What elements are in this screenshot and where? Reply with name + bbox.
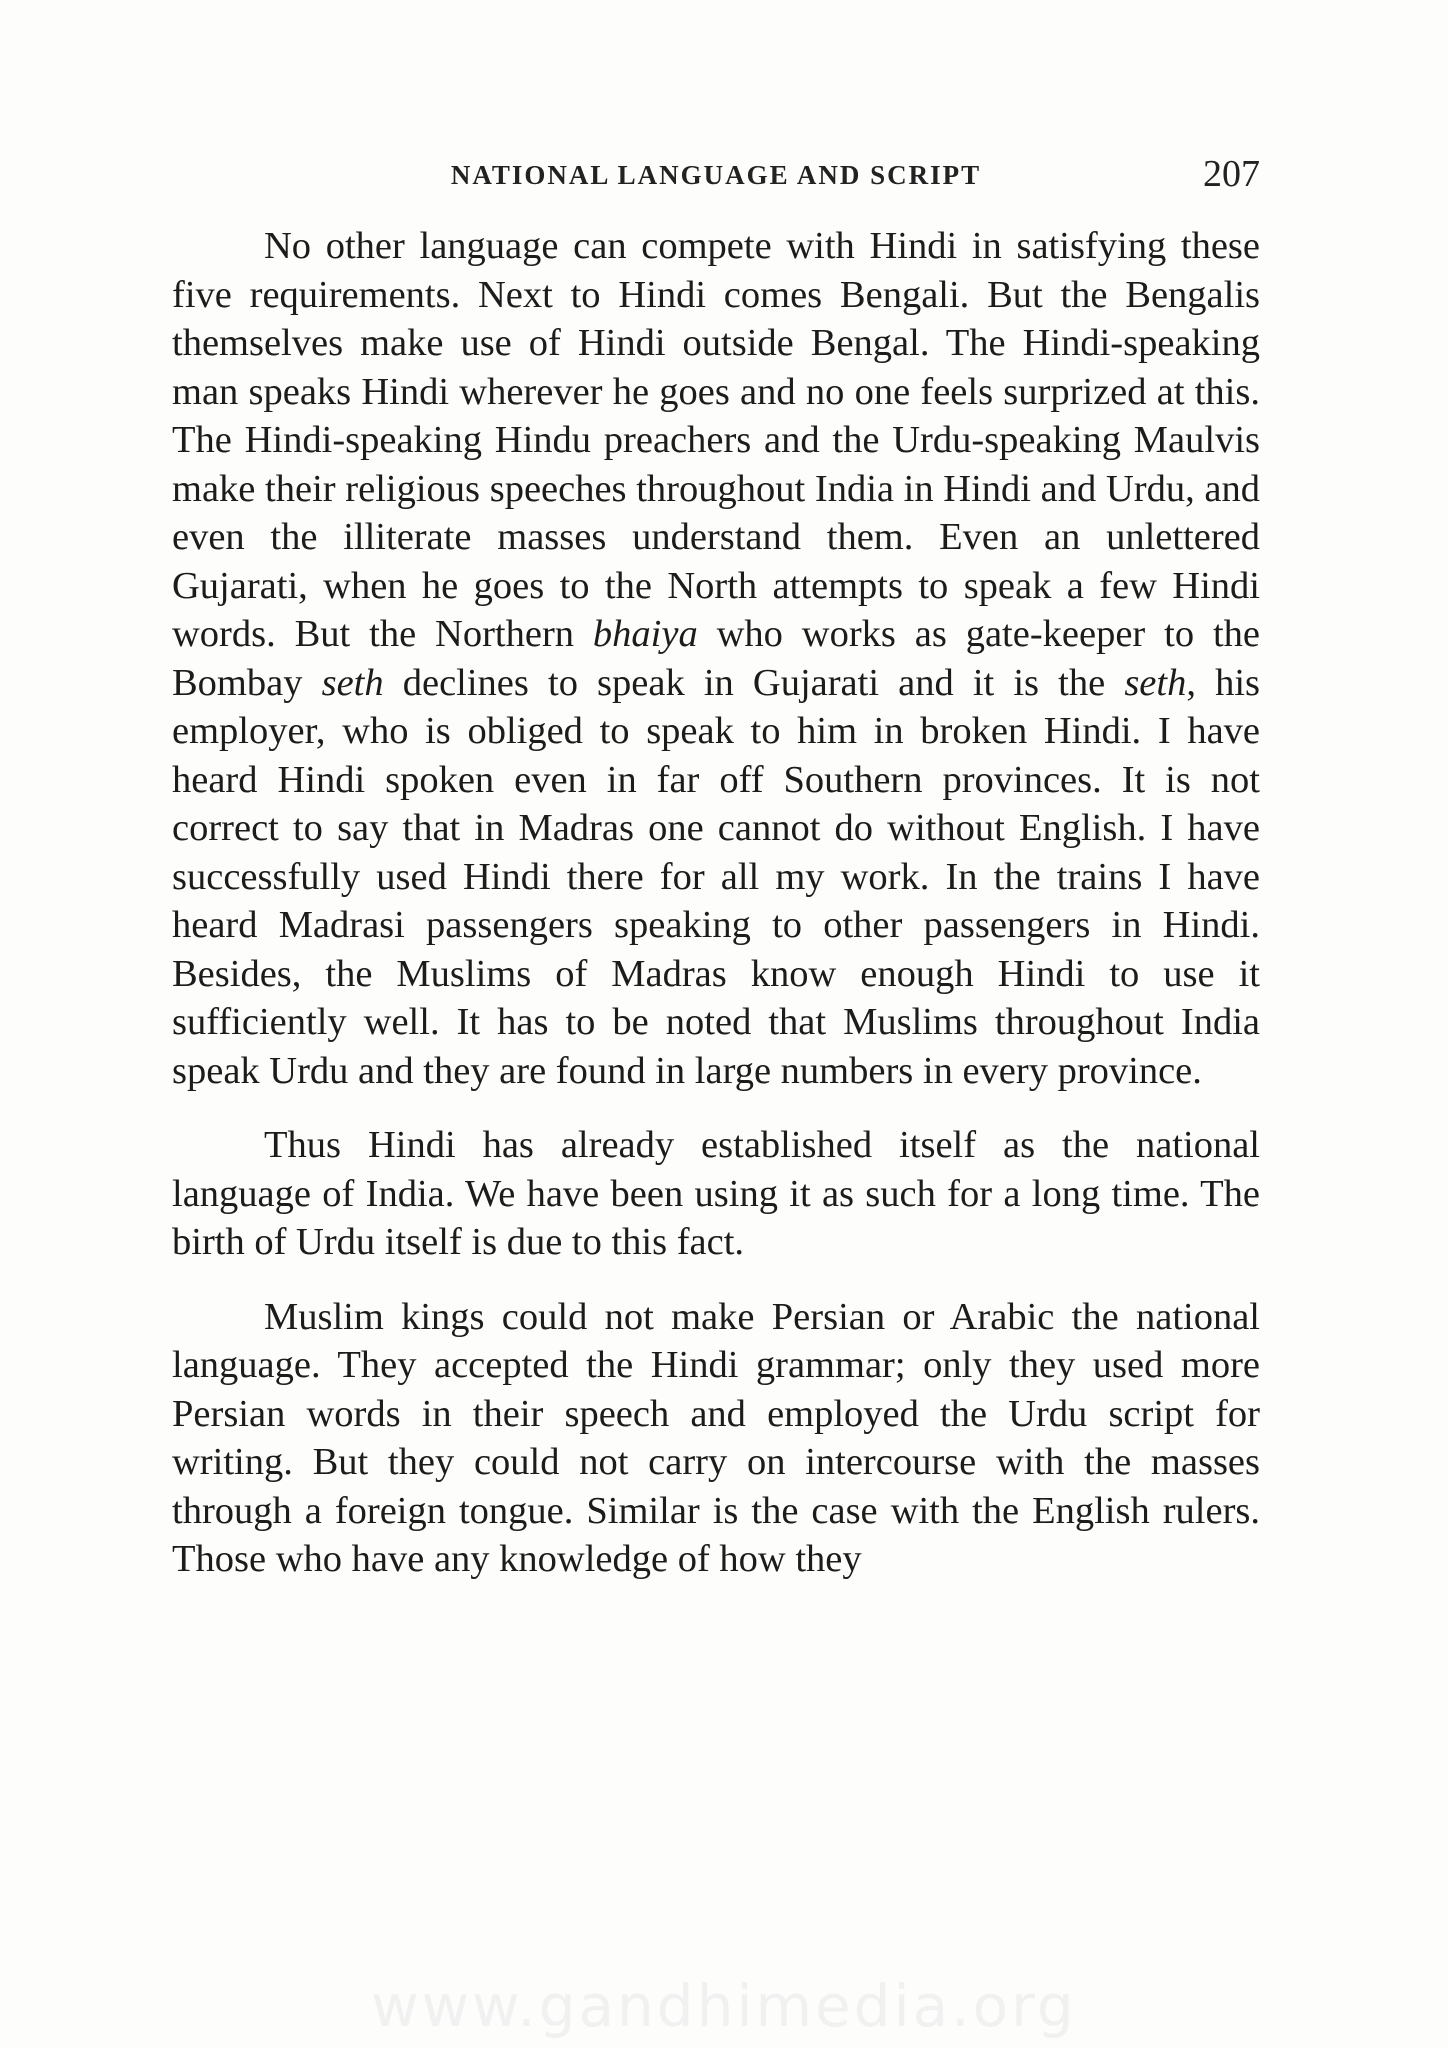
page-number: 207 [1203,153,1260,195]
watermark: www.gandhimedia.org [371,1972,1077,2040]
italic-term-seth: seth [1124,661,1187,704]
italic-term-bhaiya: bhaiya [592,613,698,655]
chapter-title: NATIONAL LANGUAGE AND SCRIPT [450,160,982,190]
paragraph-1-text: No other language can compete with Hindi in satisfying these five requirements. Next to Hindi comes Bengali. But the Bengalis themselves make use of Hindi outside Bengal. The Hindi-speaking man speaks Hindi wherever he goes and no one feels surprized at this. The Hindi-speaking Hindu preachers and the Urdu-speaking Maulvis make their religious speeches throughout India in Hindi and Urdu, and even the illiterate masses understand them. Even an unlettered Gujarati, when he goes to the North attempts to speak a few Hindi words. But the Northern [172,225,1260,655]
body-text [172,222,1260,1610]
paragraph-3: Muslim kings could not make Persian or Arabic the national language. They accepted the Hindi grammar; only they used more Persian words in their speech and employed the Urdu script for writing. But they could not carry on intercourse with the masses through a foreign tongue. Similar is the case with the English rulers. Those who have any knowledge of how they [172,1295,1260,1580]
italic-term-seth: seth [321,661,384,704]
paragraph-1-text-cont: , his employer, who is obliged to speak to him in broken Hindi. I have heard Hindi spoken even in far off Southern provinces. It is not correct to say that in Madras one cannot do without English. I have successfully used Hindi there for all my work. In the trains I have heard Madrasi passengers speaking to other passengers in Hindi. Besides, the Muslims of Madras know enough Hindi to use it sufficiently well. It has to be noted that Muslims throughout India speak Urdu and they are found in large numbers in every province. [172,661,1261,1092]
paragraph-1-text-cont: who works as gate-keeper to the Bombay [172,613,1260,704]
running-header [172,152,1260,208]
paragraph-1-text-cont: declines to speak in Gujarati and it is the [383,661,1125,704]
paragraph-2: Thus Hindi has already established itself as the national language of India. We have been using it as such for a long time. The birth of Urdu itself is due to this fact. [172,1124,1260,1263]
paragraph-1 [172,222,1260,1095]
